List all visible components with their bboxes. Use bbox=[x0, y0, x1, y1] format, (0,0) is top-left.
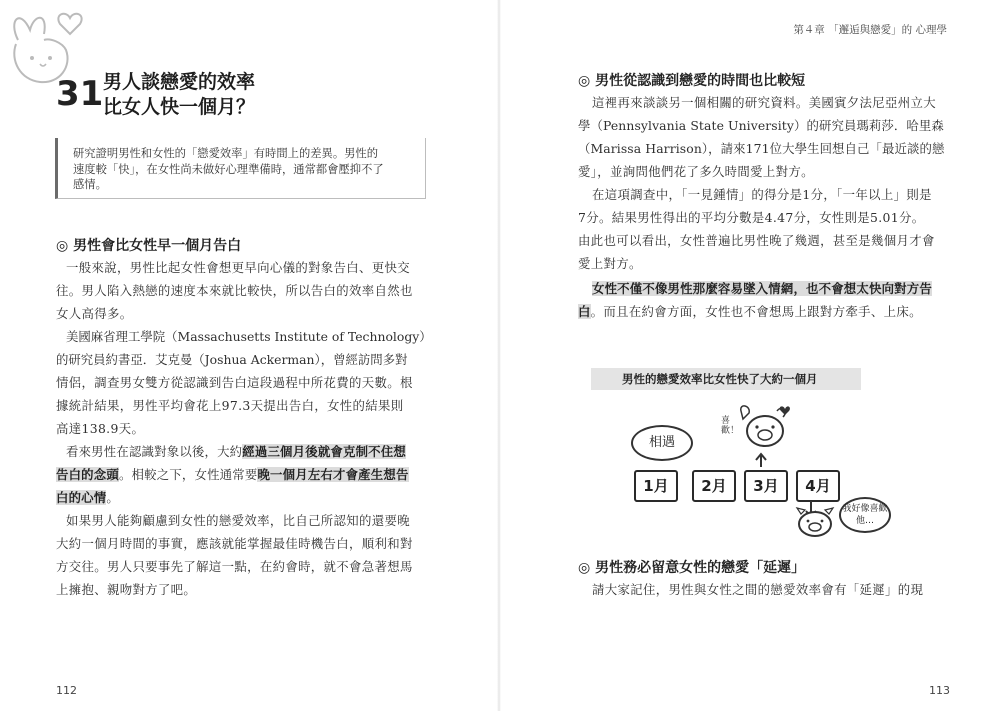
body-line: 的研究員約書亞．艾克曼（Joshua Ackerman），曾經訪問多對 bbox=[56, 352, 408, 367]
month-box: 2月 bbox=[692, 470, 736, 502]
body-line: 7分。結果男性得出的平均分數是4.47分，女性則是5.01分。 bbox=[578, 210, 925, 225]
month-box: 1月 bbox=[634, 470, 678, 502]
body-text: 。相較之下，女性通常要 bbox=[118, 467, 258, 482]
body-line: 如果男人能夠顧慮到女性的戀愛效率，比自己所認知的還要晚 bbox=[66, 513, 410, 528]
arrow-up-icon bbox=[754, 452, 768, 468]
body-line: 愛上對方。 bbox=[578, 256, 642, 271]
section-heading: ◎ 男性會比女性早一個月告白 bbox=[56, 238, 242, 254]
body-text: 。 bbox=[106, 490, 120, 505]
thought-bubble: 我好像喜歡他… bbox=[839, 497, 891, 533]
body-text: 。而且在約會方面，女性也不會想馬上跟對方牽手、上床。 bbox=[590, 304, 922, 319]
body-line bbox=[56, 465, 409, 483]
body-line: 女人高得多。 bbox=[56, 306, 133, 321]
highlighted-text: 經過三個月後就會克制不住想 bbox=[242, 444, 406, 459]
body-line: 情侶，調查男女雙方從認識到告白這段過程中所花費的天數。根 bbox=[56, 375, 413, 390]
highlighted-text: 白 bbox=[578, 304, 591, 319]
page-number: 113 bbox=[929, 684, 950, 697]
month-box: 3月 bbox=[744, 470, 788, 502]
speech-bubble-meet: 相遇 bbox=[631, 425, 693, 461]
summary-box bbox=[55, 138, 426, 199]
highlighted-text: 晚一個月左右才會產生想告 bbox=[257, 467, 409, 482]
highlighted-text: 女性不僅不像男性那麼容易墜入情網，也不會想太快向對方告 bbox=[592, 281, 932, 296]
highlighted-text: 告白的念頭 bbox=[56, 467, 119, 482]
body-line: 在這項調查中，「一見鍾情」的得分是1分，「一年以上」則是 bbox=[592, 187, 932, 202]
body-line bbox=[578, 302, 922, 320]
happy-pig-icon bbox=[737, 405, 793, 453]
chapter-title bbox=[103, 70, 255, 120]
month-box: 4月 bbox=[796, 470, 840, 502]
body-line: 這裡再來談談另一個相關的研究資料。美國賓夕法尼亞州立大 bbox=[592, 95, 936, 110]
exclaim-text: 喜歡！ bbox=[721, 416, 740, 436]
summary-line: 速度較「快」，在女性尚未做好心理準備時，通常都會壓抑不了 bbox=[73, 162, 384, 176]
left-page bbox=[0, 0, 499, 711]
running-head: 第４章 「邂逅與戀愛」的 心理學 bbox=[793, 24, 947, 36]
summary-text bbox=[73, 146, 418, 193]
section-heading: ◎ 男性務必留意女性的戀愛「延遲」 bbox=[578, 560, 806, 576]
summary-line: 研究證明男性和女性的「戀愛效率」有時間上的差異。男性的 bbox=[73, 147, 379, 160]
chapter-title-line: 男人談戀愛的效率 bbox=[103, 71, 256, 93]
section-heading: ◎ 男性從認識到戀愛的時間也比較短 bbox=[578, 73, 806, 89]
body-line: 據統計結果，男性平均會花上97.3天提出告白，女性的結果則 bbox=[56, 398, 404, 413]
page-number: 112 bbox=[56, 684, 77, 697]
right-page bbox=[499, 0, 999, 711]
shy-pig-icon bbox=[791, 506, 839, 538]
body-text: 看來男性在認識對象以後，大約 bbox=[66, 444, 243, 459]
body-line: （Marissa Harrison），請來171位大學生回想自己「最近談的戀 bbox=[578, 141, 945, 156]
body-line: 學（Pennsylvania State University）的研究員瑪莉莎．哈里森 bbox=[578, 118, 944, 133]
body-line: 上擁抱、親吻對方了吧。 bbox=[56, 582, 197, 597]
body-line bbox=[592, 279, 932, 297]
illustration-title: 男性的戀愛效率比女性快了大約一個月 bbox=[622, 372, 818, 386]
body-line: 方交往。男人只要事先了解這一點，在約會時，就不會急著想馬 bbox=[56, 559, 413, 574]
body-line: 美國麻省理工學院（Massachusetts Institute of Technology） bbox=[66, 329, 432, 344]
body-line: 高達138.9天。 bbox=[56, 421, 145, 436]
chapter-title-line: 比女人快一個月？ bbox=[103, 96, 256, 118]
highlighted-text: 白的心情 bbox=[56, 490, 107, 505]
chapter-number: 31 bbox=[56, 74, 104, 114]
body-line: 大約一個月時間的事實，應該就能掌握最佳時機告白，順利和對 bbox=[56, 536, 413, 551]
body-line: 請大家記住，男性與女性之間的戀愛效率會有「延遲」的現 bbox=[592, 582, 924, 597]
body-line: 一般來說，男性比起女性會想更早向心儀的對象告白、更快交 bbox=[66, 260, 410, 275]
body-line: 由此也可以看出，女性普遍比男性晚了幾週，甚至是幾個月才會 bbox=[578, 233, 935, 248]
body-line bbox=[66, 442, 406, 460]
summary-line: 感情。 bbox=[73, 178, 107, 191]
body-line: 愛」，並詢問他們花了多久時間愛上對方。 bbox=[578, 164, 814, 179]
body-line: 往。男人陷入熱戀的速度本來就比較快，所以告白的效率自然也 bbox=[56, 283, 413, 298]
body-line bbox=[56, 488, 119, 506]
